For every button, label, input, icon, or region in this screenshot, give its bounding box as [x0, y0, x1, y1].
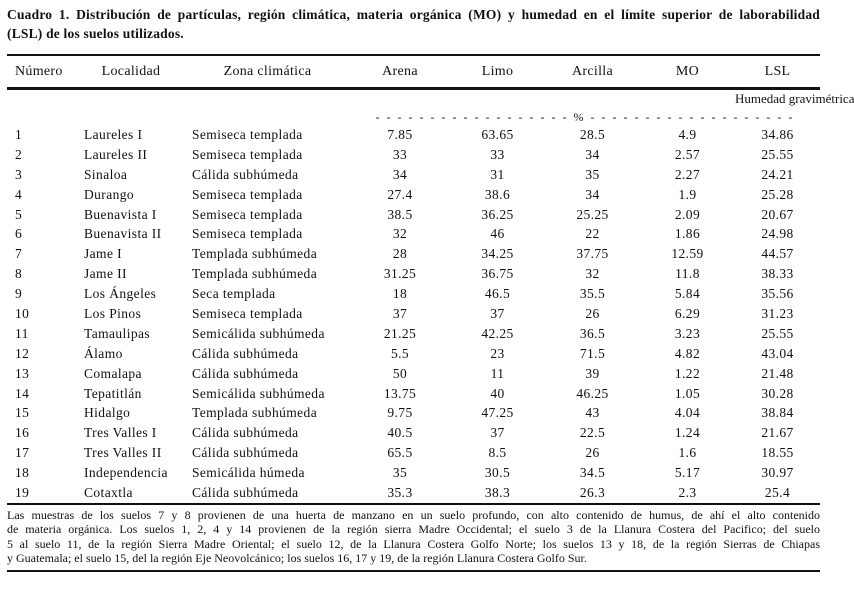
- table-cell-numero: 4: [15, 186, 23, 202]
- table-body: [7, 125, 820, 504]
- table-cell-mo: 1.6: [678, 445, 697, 461]
- table-cell-arena: 28: [392, 246, 408, 262]
- table-row: [7, 244, 820, 264]
- footnote-line-3: 5 al suelo 11, de la región Sierra Madre Oriental; el suelo 12, de la Llanura Costera Golfo Norte; los suelos 13 y 18, de la región Sierras de Chiapas: [7, 536, 820, 551]
- table-cell-arena: 7.85: [387, 126, 413, 142]
- soil-data-table: [7, 54, 854, 505]
- table-cell-arcilla: 32: [585, 266, 600, 282]
- table-cell-zona: Semiseca templada: [192, 186, 303, 202]
- table-cell-mo: 1.22: [674, 365, 701, 381]
- table-cell-mo: 6.29: [674, 305, 701, 321]
- table-cell-lsl: 35.56: [761, 286, 794, 302]
- table-caption: [7, 5, 820, 43]
- table-cell-arcilla: 36.5: [579, 325, 606, 341]
- footnote-line-1: Las muestras de los suelos 7 y 8 provienen de una huerta de manzano en un suelo profundo, con alto contenido de humus, de ahí el alto contenido: [7, 507, 820, 522]
- table-cell-arcilla: 71.5: [579, 345, 606, 361]
- table-cell-numero: 11: [15, 325, 29, 341]
- table-row: [7, 304, 820, 324]
- table-row: [7, 224, 820, 244]
- table-cell-arena: 33: [392, 146, 408, 162]
- table-cell-arena: 35: [392, 465, 408, 481]
- table-header-row: [7, 55, 820, 89]
- table-cell-arena: 34: [392, 166, 408, 182]
- table-cell-arena: 13.75: [383, 385, 417, 401]
- table-cell-arcilla: 25.25: [576, 206, 609, 222]
- table-cell-limo: 46: [490, 226, 505, 242]
- table-cell-mo: 11.8: [675, 266, 700, 282]
- table-cell-arcilla: 28.5: [579, 126, 606, 142]
- table-cell-numero: 6: [15, 226, 23, 242]
- table-cell-arcilla: 34: [585, 186, 600, 202]
- table-cell-numero: 16: [15, 425, 30, 441]
- column-header-arena: Arena: [350, 55, 450, 89]
- table-cell-localidad: Los Pinos: [84, 305, 142, 321]
- table-cell-numero: 3: [15, 166, 23, 182]
- table-cell-numero: 10: [15, 305, 30, 321]
- table-cell-zona: Semicálida subhúmeda: [192, 325, 325, 341]
- table-cell-arcilla: 26: [585, 445, 600, 461]
- table-cell-arena: 21.25: [383, 325, 417, 341]
- table-cell-localidad: Comalapa: [84, 365, 142, 381]
- table-cell-localidad: Laureles I: [84, 126, 143, 142]
- table-cell-zona: Semicálida subhúmeda: [192, 385, 325, 401]
- table-cell-localidad: Durango: [84, 186, 135, 202]
- table-cell-localidad: Los Ángeles: [84, 286, 157, 302]
- table-row: [7, 165, 820, 185]
- table-cell-limo: 34.25: [481, 246, 514, 262]
- table-cell-zona: Cálida subhúmeda: [192, 484, 299, 500]
- table-cell-arcilla: 46.25: [576, 385, 609, 401]
- table-cell-arena: 37: [392, 305, 408, 321]
- table-cell-lsl: 24.98: [761, 226, 794, 242]
- column-header-lsl: LSL: [735, 55, 820, 89]
- table-cell-numero: 8: [15, 266, 23, 282]
- table-cell-localidad: Álamo: [84, 345, 123, 361]
- table-cell-numero: 9: [15, 286, 23, 302]
- table-row: [7, 403, 820, 423]
- table-cell-limo: 40: [490, 385, 505, 401]
- column-header-limo: Limo: [450, 55, 545, 89]
- table-cell-zona: Semiseca templada: [192, 305, 303, 321]
- table-cell-lsl: 25.4: [764, 484, 791, 500]
- table-cell-mo: 1.86: [674, 226, 701, 242]
- table-cell-mo: 5.17: [674, 465, 701, 481]
- table-row: [7, 463, 820, 483]
- table-cell-arcilla: 35.5: [579, 286, 606, 302]
- table-cell-limo: 36.75: [481, 266, 514, 282]
- table-cell-arena: 31.25: [383, 266, 417, 282]
- table-cell-zona: Cálida subhúmeda: [192, 425, 299, 441]
- column-header-localidad: Localidad: [77, 55, 185, 89]
- table-cell-arena: 40.5: [387, 425, 413, 441]
- table-cell-lsl: 30.28: [761, 385, 794, 401]
- table-cell-localidad: Jame II: [84, 266, 127, 282]
- table-cell-numero: 5: [15, 206, 23, 222]
- column-header-arcilla: Arcilla: [545, 55, 640, 89]
- table-cell-limo: 33: [490, 146, 505, 162]
- table-row: [7, 423, 820, 443]
- table-row: [7, 185, 820, 205]
- table-cell-mo: 4.04: [674, 405, 701, 421]
- table-cell-limo: 30.5: [484, 465, 511, 481]
- table-cell-lsl: 25.55: [761, 325, 794, 341]
- table-cell-localidad: Buenavista II: [84, 226, 162, 242]
- table-cell-lsl: 43.04: [761, 345, 794, 361]
- table-cell-mo: 12.59: [671, 246, 704, 262]
- table-cell-arena: 9.75: [387, 405, 413, 421]
- table-row: [7, 443, 820, 463]
- table-row: [7, 205, 820, 225]
- table-row: [7, 364, 820, 384]
- table-cell-mo: 5.84: [674, 286, 701, 302]
- table-cell-arena: 18: [392, 286, 408, 302]
- table-caption-line-1: Cuadro 1. Distribución de partículas, región climática, materia orgánica (MO) y humedad en el límite superior de laborabilidad: [7, 7, 820, 22]
- table-cell-zona: Cálida subhúmeda: [192, 365, 299, 381]
- table-cell-numero: 2: [15, 146, 23, 162]
- table-cell-lsl: 25.55: [761, 146, 794, 162]
- table-cell-localidad: Buenavista I: [84, 206, 157, 222]
- table-cell-zona: Templada subhúmeda: [192, 266, 318, 282]
- table-cell-limo: 31: [490, 166, 505, 182]
- table-cell-limo: 38.6: [484, 186, 511, 202]
- table-cell-arcilla: 35: [585, 166, 600, 182]
- table-cell-arcilla: 26: [585, 305, 600, 321]
- table-cell-limo: 42.25: [481, 325, 514, 341]
- table-row: [7, 145, 820, 165]
- unit-row: [7, 107, 820, 125]
- table-cell-lsl: 21.48: [761, 365, 794, 381]
- table-cell-lsl: 24.21: [761, 166, 794, 182]
- table-cell-lsl: 44.57: [761, 246, 794, 262]
- percent-unit-line: - - - - - - - - - - - - - - - - - - % - - - - - - - - - - - - - - - - - - -: [375, 110, 795, 124]
- table-cell-arcilla: 37.75: [576, 246, 609, 262]
- table-cell-arcilla: 39: [585, 365, 600, 381]
- table-row: [7, 284, 820, 304]
- footnote-line-4: y Guatemala; el suelo 15, del la región Eje Neovolcánico; los suelos 16, 17 y 19, de la región Llanura Costera Golfo Sur.: [7, 551, 587, 566]
- table-cell-arcilla: 22: [585, 226, 600, 242]
- table-row: [7, 483, 820, 504]
- table-cell-lsl: 25.28: [761, 186, 794, 202]
- table-cell-mo: 1.05: [674, 385, 701, 401]
- table-cell-limo: 47.25: [481, 405, 514, 421]
- table-cell-lsl: 31.23: [761, 305, 794, 321]
- table-cell-limo: 11: [490, 365, 505, 381]
- table-cell-limo: 36.25: [481, 206, 514, 222]
- table-cell-zona: Cálida subhúmeda: [192, 445, 299, 461]
- table-footnote: [7, 505, 820, 572]
- table-cell-mo: 2.57: [674, 146, 701, 162]
- table-cell-localidad: Tres Valles I: [84, 425, 157, 441]
- table-row: [7, 125, 820, 145]
- table-cell-mo: 1.9: [678, 186, 697, 202]
- table-cell-arcilla: 22.5: [579, 425, 606, 441]
- table-cell-zona: Cálida subhúmeda: [192, 345, 299, 361]
- table-cell-localidad: Jame I: [84, 246, 123, 262]
- table-cell-lsl: 38.33: [761, 266, 794, 282]
- table-cell-numero: 17: [15, 445, 30, 461]
- table-cell-arena: 27.4: [387, 186, 413, 202]
- table-row: [7, 264, 820, 284]
- table-caption-line-2: (LSL) de los suelos utilizados.: [7, 26, 184, 41]
- table-cell-localidad: Independencia: [84, 465, 168, 481]
- table-row: [7, 344, 820, 364]
- table-cell-numero: 13: [15, 365, 30, 381]
- table-cell-localidad: Tres Valles II: [84, 445, 162, 461]
- table-cell-localidad: Laureles II: [84, 146, 148, 162]
- table-row: [7, 384, 820, 404]
- table-cell-lsl: 21.67: [761, 425, 794, 441]
- table-cell-mo: 1.24: [674, 425, 701, 441]
- table-cell-arena: 38.5: [387, 206, 413, 222]
- table-row: [7, 324, 820, 344]
- table-cell-zona: Templada subhúmeda: [192, 405, 318, 421]
- table-cell-limo: 38.3: [484, 484, 511, 500]
- table-cell-localidad: Tepatitlán: [84, 385, 142, 401]
- table-cell-arena: 32: [392, 226, 408, 242]
- lsl-subheader-row: [7, 89, 820, 108]
- table-cell-mo: 2.09: [674, 206, 701, 222]
- table-cell-arcilla: 34.5: [579, 465, 606, 481]
- table-cell-numero: 12: [15, 345, 30, 361]
- table-cell-arena: 50: [392, 365, 408, 381]
- table-cell-arena: 65.5: [387, 445, 413, 461]
- table-cell-lsl: 18.55: [761, 445, 794, 461]
- table-cell-zona: Templada subhúmeda: [192, 246, 318, 262]
- table-cell-limo: 46.5: [484, 286, 511, 302]
- column-header-numero: Número: [7, 55, 77, 89]
- table-cell-mo: 4.82: [674, 345, 701, 361]
- table-cell-numero: 15: [15, 405, 30, 421]
- table-cell-numero: 7: [15, 246, 23, 262]
- column-header-mo: MO: [640, 55, 735, 89]
- table-cell-lsl: 20.67: [761, 206, 794, 222]
- table-cell-mo: 4.9: [678, 126, 697, 142]
- table-cell-numero: 18: [15, 465, 30, 481]
- table-cell-limo: 23: [490, 345, 505, 361]
- table-cell-mo: 2.27: [674, 166, 701, 182]
- table-cell-limo: 63.65: [481, 126, 514, 142]
- table-cell-mo: 2.3: [678, 484, 697, 500]
- table-cell-localidad: Sinaloa: [84, 166, 128, 182]
- table-cell-lsl: 30.97: [761, 465, 794, 481]
- table-cell-arena: 35.3: [387, 484, 413, 500]
- table-cell-arcilla: 34: [585, 146, 600, 162]
- footnote-line-2: de materia orgánica. Los suelos 1, 2, 4 y 14 provienen de la región sierra Madre Occidental; el suelo 3 de la Llanura Costera del Pacifico; del suelo: [7, 522, 820, 537]
- table-cell-zona: Semiseca templada: [192, 126, 303, 142]
- table-cell-localidad: Tamaulipas: [84, 325, 151, 341]
- table-cell-zona: Seca templada: [192, 286, 276, 302]
- table-cell-arcilla: 43: [585, 405, 600, 421]
- table-cell-numero: 1: [15, 126, 23, 142]
- table-cell-limo: 37: [490, 425, 505, 441]
- table-cell-zona: Cálida subhúmeda: [192, 166, 299, 182]
- table-cell-lsl: 34.86: [761, 126, 794, 142]
- column-header-zona-climatica: Zona climática: [185, 55, 350, 89]
- table-cell-numero: 19: [15, 484, 30, 500]
- table-cell-zona: Semiseca templada: [192, 146, 303, 162]
- table-cell-localidad: Cotaxtla: [84, 484, 133, 500]
- table-cell-limo: 8.5: [488, 445, 507, 461]
- table-cell-numero: 14: [15, 385, 30, 401]
- table-cell-zona: Semiseca templada: [192, 226, 303, 242]
- table-cell-limo: 37: [490, 305, 505, 321]
- lsl-subheader: Humedad gravimétrica: [735, 91, 854, 106]
- table-cell-mo: 3.23: [674, 325, 701, 341]
- table-cell-localidad: Hidalgo: [84, 405, 131, 421]
- table-cell-zona: Semicálida húmeda: [192, 465, 305, 481]
- table-cell-arena: 5.5: [390, 345, 410, 361]
- table-cell-lsl: 38.84: [761, 405, 794, 421]
- table-cell-arcilla: 26.3: [579, 484, 606, 500]
- table-cell-zona: Semiseca templada: [192, 206, 303, 222]
